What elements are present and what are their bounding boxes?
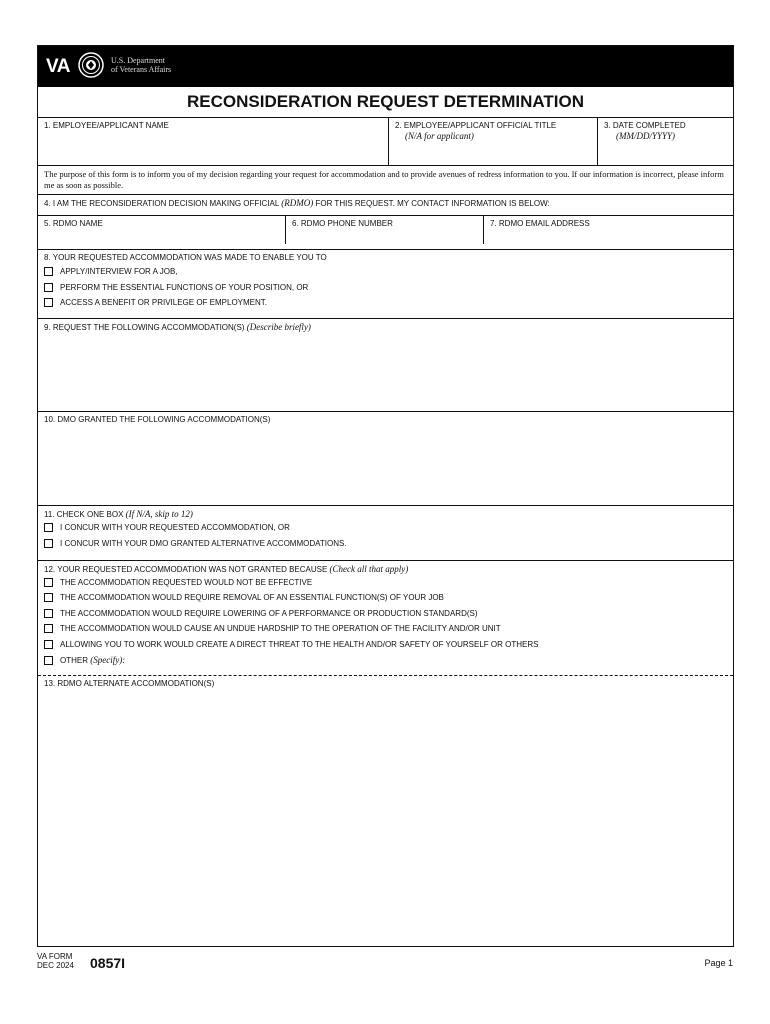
- checkbox-icon[interactable]: [44, 624, 53, 633]
- page-title: RECONSIDERATION REQUEST DETERMINATION: [187, 92, 584, 111]
- checkbox-concur-requested[interactable]: I CONCUR WITH YOUR REQUESTED ACCOMMODATION, OR: [44, 523, 290, 532]
- row-rdmo-contact: [38, 215, 733, 244]
- rdmo-alternate-field[interactable]: 13. RDMO ALTERNATE ACCOMMODATION(S): [38, 675, 733, 946]
- rdmo-phone-field[interactable]: 6. RDMO PHONE NUMBER: [285, 216, 483, 244]
- checkbox-icon[interactable]: [44, 523, 53, 532]
- form-id: VA FORM DEC 2024: [37, 952, 74, 970]
- va-seal-icon: [78, 52, 104, 78]
- checkbox-icon[interactable]: [44, 298, 53, 307]
- section-8-enable: 8. YOUR REQUESTED ACCOMMODATION WAS MADE TO ENABLE YOU TO APPLY/INTERVIEW FOR A JOB, PERFORM THE ESSENTIAL FUNCTIONS OF YOUR POSITION, OR ACCESS A BENEFIT OR PRIVILEGE OF EMPLOYMENT.: [38, 249, 733, 318]
- checkbox-concur-dmo[interactable]: I CONCUR WITH YOUR DMO GRANTED ALTERNATIVE ACCOMMODATIONS.: [44, 539, 347, 548]
- row-name-title-date: [38, 117, 733, 165]
- checkbox-direct-threat[interactable]: ALLOWING YOU TO WORK WOULD CREATE A DIRECT THREAT TO THE HEALTH AND/OR SAFETY OF YOURSELF OR OTHERS: [44, 640, 538, 649]
- checkbox-other[interactable]: OTHER (Specify):: [44, 655, 125, 665]
- dmo-granted-field[interactable]: 10. DMO GRANTED THE FOLLOWING ACCOMMODATION(S): [38, 411, 733, 505]
- form-number: 0857I: [90, 955, 126, 971]
- rdmo-name-field[interactable]: 5. RDMO NAME: [44, 219, 103, 228]
- checkbox-removal-essential[interactable]: THE ACCOMMODATION WOULD REQUIRE REMOVAL OF AN ESSENTIAL FUNCTION(S) OF YOUR JOB: [44, 593, 444, 602]
- checkbox-icon[interactable]: [44, 578, 53, 587]
- checkbox-access-benefit[interactable]: ACCESS A BENEFIT OR PRIVILEGE OF EMPLOYMENT.: [44, 298, 267, 307]
- checkbox-icon[interactable]: [44, 609, 53, 618]
- checkbox-lowering-standard[interactable]: THE ACCOMMODATION WOULD REQUIRE LOWERING OF A PERFORMANCE OR PRODUCTION STANDARD(S): [44, 609, 478, 618]
- checkbox-undue-hardship[interactable]: THE ACCOMMODATION WOULD CAUSE AN UNDUE HARDSHIP TO THE OPERATION OF THE FACILITY AND/OR UNIT: [44, 624, 501, 633]
- date-completed-field[interactable]: 3. DATE COMPLETED (MM/DD/YYYY): [597, 118, 735, 165]
- employee-name-field[interactable]: 1. EMPLOYEE/APPLICANT NAME: [44, 121, 169, 130]
- page-number: Page 1: [704, 958, 733, 968]
- requested-accommodation-field[interactable]: 9. REQUEST THE FOLLOWING ACCOMMODATION(S) (Describe briefly): [38, 318, 733, 411]
- checkbox-icon[interactable]: [44, 593, 53, 602]
- purpose-statement: The purpose of this form is to inform you of my decision regarding your request for accommodation and to provide avenues of redress information to you. If our information is incorrect, please inform me as soon as possible.: [38, 165, 733, 194]
- checkbox-essential-functions[interactable]: PERFORM THE ESSENTIAL FUNCTIONS OF YOUR POSITION, OR: [44, 283, 308, 292]
- form-container: [37, 45, 734, 947]
- rdmo-statement: 4. I AM THE RECONSIDERATION DECISION MAKING OFFICIAL (RDMO) FOR THIS REQUEST. MY CONTACT INFORMATION IS BELOW:: [38, 194, 733, 215]
- checkbox-icon[interactable]: [44, 656, 53, 665]
- department-name: U.S. Department of Veterans Affairs: [111, 56, 172, 74]
- checkbox-icon[interactable]: [44, 640, 53, 649]
- header-bar: [38, 46, 733, 87]
- checkbox-icon[interactable]: [44, 267, 53, 276]
- section-11-check-one: 11. CHECK ONE BOX (If N/A, skip to 12) I CONCUR WITH YOUR REQUESTED ACCOMMODATION, OR I CONCUR WITH YOUR DMO GRANTED ALTERNATIVE ACCOMMODATIONS.: [38, 505, 733, 555]
- official-title-field[interactable]: 2. EMPLOYEE/APPLICANT OFFICIAL TITLE (N/A for applicant): [388, 118, 597, 165]
- checkbox-apply-interview[interactable]: APPLY/INTERVIEW FOR A JOB,: [44, 267, 178, 276]
- checkbox-icon[interactable]: [44, 539, 53, 548]
- rdmo-email-field[interactable]: 7. RDMO EMAIL ADDRESS: [483, 216, 735, 244]
- checkbox-not-effective[interactable]: THE ACCOMMODATION REQUESTED WOULD NOT BE EFFECTIVE: [44, 578, 312, 587]
- checkbox-icon[interactable]: [44, 283, 53, 292]
- section-12-not-granted: 12. YOUR REQUESTED ACCOMMODATION WAS NOT GRANTED BECAUSE (Check all that apply) THE ACCOMMODATION REQUESTED WOULD NOT BE EFFECTIVE THE ACCOMMODATION WOULD REQUIRE REMOVAL OF AN ESSENTIAL FUNCTION(S) OF YOUR JOB THE ACCOMMODATION WOULD REQUIRE LOWERING OF A PERFORMANCE OR PRODUCTION STANDARD(S) THE ACCOMMODATION WOULD CAUSE AN UNDUE HARDSHIP TO THE OPERATION OF THE FACILITY AND/OR UNIT ALLOWING YOU TO WORK WOULD CREATE A DIRECT THREAT TO THE HEALTH AND/OR SAFETY OF YOURSELF OR OTHERS OTHER (Specify):: [38, 560, 733, 675]
- va-logo: VA: [46, 56, 70, 77]
